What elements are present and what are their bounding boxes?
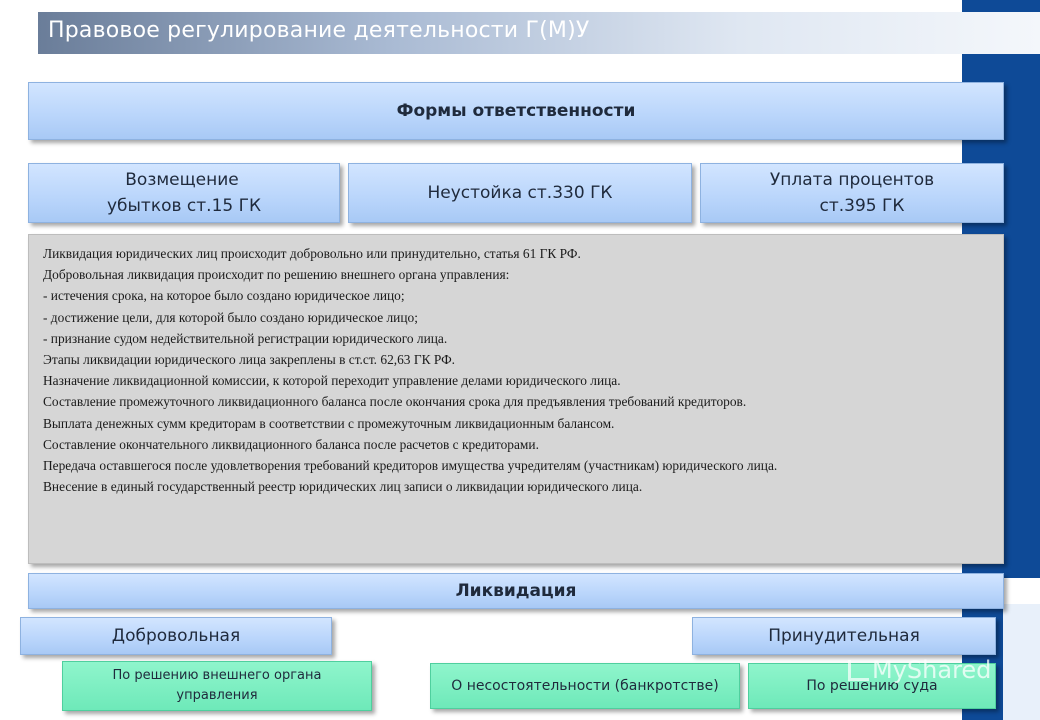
slide-title: Правовое регулирование деятельности Г(М)У <box>48 18 590 43</box>
forms-of-liability-header: Формы ответственности <box>28 82 1004 140</box>
text-line: - истечения срока, на которое было создано юридическое лицо; <box>43 288 405 304</box>
voluntary-sub-line-1: По решению внешнего органа <box>112 668 322 683</box>
liquidation-description <box>28 234 1004 564</box>
interest-box <box>700 163 1004 223</box>
text-line: Ликвидация юридических лиц происходит добровольно или принудительно, статья 61 ГК РФ. <box>43 246 581 261</box>
compensation-line-2: убытков ст.15 ГК <box>106 196 262 216</box>
compensation-line-1: Возмещение <box>125 170 239 190</box>
voluntary-by-external-body-box <box>62 661 372 711</box>
text-line: Внесение в единый государственный реестр юридических лиц записи о ликвидации юридического лица. <box>43 479 643 495</box>
text-line: Добровольная ликвидация происходит по решению внешнего органа управления: <box>43 267 510 283</box>
liquidation-header: Ликвидация <box>28 573 1004 609</box>
text-line: Передача оставшегося после удовлетворения требований кредиторов имущества учредителям (участникам) юридического лица. <box>43 458 778 474</box>
voluntary-box: Добровольная <box>20 617 332 655</box>
text-line: Составление окончательного ликвидационного баланса после расчетов с кредиторами. <box>43 436 539 452</box>
penalty-box: Неустойка ст.330 ГК <box>348 163 692 223</box>
text-line: Назначение ликвидационной комиссии, к которой переходит управление делами юридического лица. <box>43 373 621 389</box>
text-line: - признание судом недействительной регистрации юридического лица. <box>43 330 448 346</box>
court-decision-box: По решению суда <box>748 663 996 709</box>
text-line: - достижение цели, для которой было создано юридическое лицо; <box>43 309 418 325</box>
right-decor-accent-light <box>1003 604 1040 720</box>
voluntary-sub-line-2: управления <box>176 688 258 703</box>
bankruptcy-box: О несостоятельности (банкротстве) <box>430 663 740 709</box>
interest-line-1: Уплата процентов <box>769 170 935 190</box>
forced-box: Принудительная <box>692 617 996 655</box>
text-line: Выплата денежных сумм кредиторам в соответствии с промежуточным ликвидационным балансом. <box>43 415 615 431</box>
text-line: Этапы ликвидации юридического лица закреплены в ст.ст. 62,63 ГК РФ. <box>43 352 456 368</box>
text-line: Составление промежуточного ликвидационного баланса после окончания срока для предъявления требований кредиторов. <box>43 394 747 410</box>
watermark: MyShared <box>872 656 992 684</box>
interest-line-2: ст.395 ГК <box>819 196 905 216</box>
compensation-box <box>28 163 340 223</box>
